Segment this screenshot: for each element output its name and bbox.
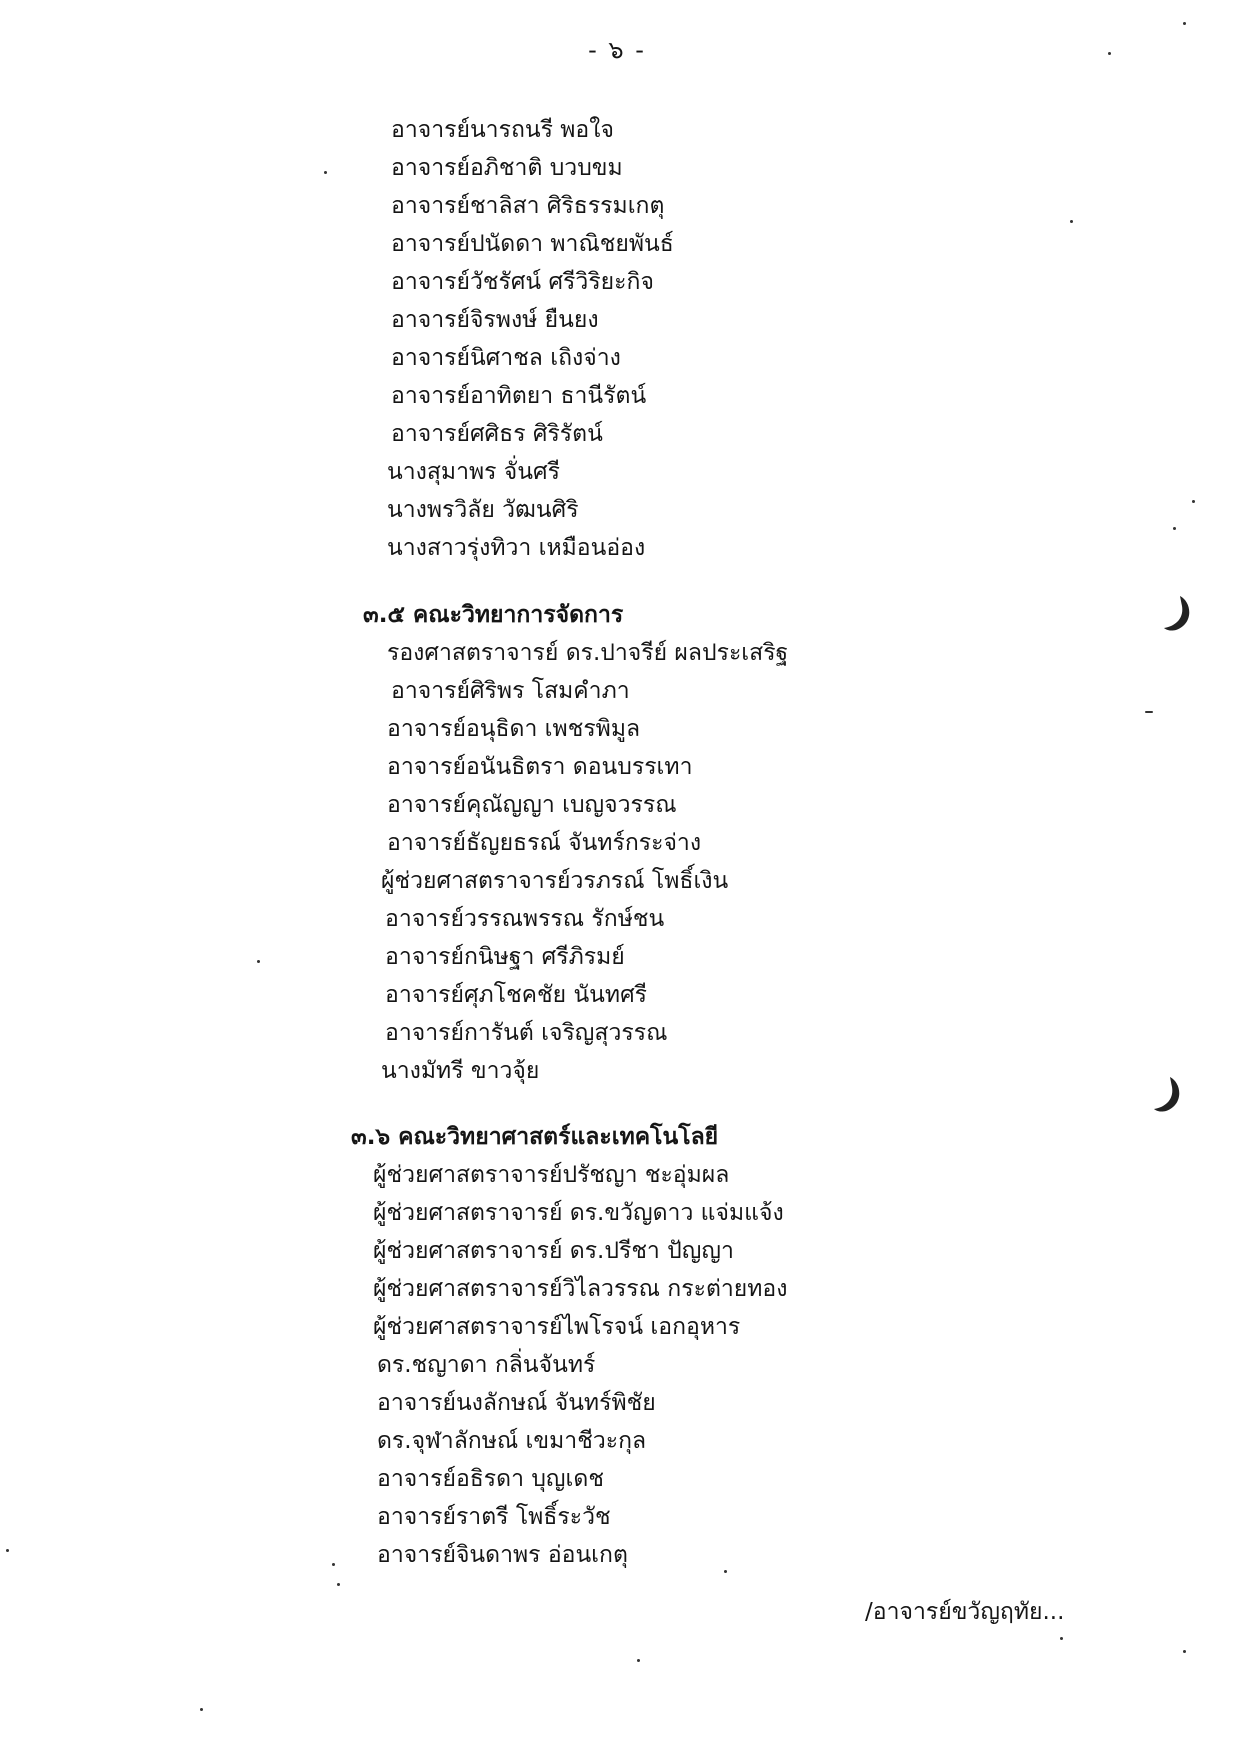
list-item: อาจารย์กนิษฐา ศรีภิรมย์ (385, 944, 625, 970)
list-item: อาจารย์ธัญยธรณ์ จันทร์กระจ่าง (387, 830, 702, 856)
list-item: อาจารย์อธิรดา บุญเดช (377, 1466, 604, 1492)
list-item: อาจารย์นารถนรี พอใจ (391, 117, 614, 143)
list-item: อาจารย์นิศาชล เถิงจ่าง (391, 345, 621, 371)
punch-hole-mark (1162, 594, 1192, 632)
list-item: ดร.จุฬาลักษณ์ เขมาชีวะกุล (377, 1428, 647, 1454)
page-number: - ๖ - (588, 36, 646, 64)
list-item: อาจารย์นงลักษณ์ จันทร์พิชัย (377, 1390, 656, 1416)
list-item: อาจารย์ราตรี โพธิ์ระวัช (377, 1504, 611, 1530)
list-item: อาจารย์การันต์ เจริญสุวรรณ (385, 1020, 668, 1046)
list-item: อาจารย์ศศิธร ศิริรัตน์ (391, 421, 603, 447)
scan-speck (257, 960, 260, 963)
scan-speck (1173, 527, 1176, 530)
scan-speck (6, 1549, 9, 1552)
scan-speck (324, 171, 327, 174)
scan-speck (200, 1708, 203, 1711)
list-item: รองศาสตราจารย์ ดร.ปาจรีย์ ผลประเสริฐ (387, 640, 789, 666)
scan-speck (332, 1563, 335, 1566)
scan-speck (637, 1659, 640, 1662)
list-item: อาจารย์อภิชาติ บวบขม (391, 155, 623, 181)
list-item: อาจารย์จินดาพร อ่อนเกตุ (377, 1542, 628, 1568)
list-item: อาจารย์ชาลิสา ศิริธรรมเกตุ (391, 193, 665, 219)
list-item: นางพรวิลัย วัฒนศิริ (387, 497, 579, 523)
scan-speck (1145, 711, 1153, 713)
scan-speck (1070, 220, 1073, 223)
section-heading: ๓.๕ คณะวิทยาการจัดการ (363, 602, 624, 628)
list-item: อาจารย์อาทิตยา ธานีรัตน์ (391, 383, 647, 409)
list-item: นางมัทรี ขาวจุ้ย (381, 1058, 540, 1084)
list-item: อาจารย์วรรณพรรณ รักษ์ชน (385, 906, 665, 932)
list-item: นางสุมาพร จั่นศรี (387, 459, 560, 485)
list-item: ผู้ช่วยศาสตราจารย์วิไลวรรณ กระต่ายทอง (373, 1276, 788, 1302)
list-item: อาจารย์อนุธิดา เพชรพิมูล (387, 716, 641, 742)
list-item: ผู้ช่วยศาสตราจารย์ ดร.ขวัญดาว แจ่มแจ้ง (373, 1200, 784, 1226)
list-item: อาจารย์จิรพงษ์ ยืนยง (391, 307, 599, 333)
list-item: นางสาวรุ่งทิวา เหมือนอ่อง (387, 535, 646, 561)
scan-speck (1183, 1650, 1186, 1653)
scan-speck (337, 1583, 340, 1586)
scan-speck (1060, 1637, 1063, 1640)
scan-speck (1108, 52, 1111, 55)
list-item: อาจารย์อนันธิตรา ดอนบรรเทา (387, 754, 693, 780)
section-heading: ๓.๖ คณะวิทยาศาสตร์และเทคโนโลยี (351, 1124, 719, 1150)
list-item: ดร.ชญาดา กลิ่นจันทร์ (377, 1352, 596, 1378)
list-item: ผู้ช่วยศาสตราจารย์ไพโรจน์ เอกอุหาร (373, 1314, 741, 1340)
list-item: อาจารย์ศุภโชคชัย นันทศรี (385, 982, 648, 1008)
scan-speck (1183, 22, 1186, 25)
list-item: ผู้ช่วยศาสตราจารย์ปรัชญา ชะอุ่มผล (373, 1162, 730, 1188)
punch-hole-mark (1152, 1075, 1182, 1113)
scan-speck (1192, 500, 1195, 503)
scan-speck (724, 1570, 727, 1573)
list-item: อาจารย์ปนัดดา พาณิชยพันธ์ (391, 231, 674, 257)
list-item: ผู้ช่วยศาสตราจารย์ ดร.ปรีชา ปัญญา (373, 1238, 734, 1264)
list-item: อาจารย์คุณัญญา เบญจวรรณ (387, 792, 677, 818)
continuation-note: /อาจารย์ขวัญฤทัย... (865, 1599, 1065, 1625)
list-item: อาจารย์ศิริพร โสมคำภา (391, 678, 630, 704)
list-item: ผู้ช่วยศาสตราจารย์วรภรณ์ โพธิ์เงิน (381, 868, 729, 894)
list-item: อาจารย์วัชรัศน์ ศรีวิริยะกิจ (391, 269, 654, 295)
